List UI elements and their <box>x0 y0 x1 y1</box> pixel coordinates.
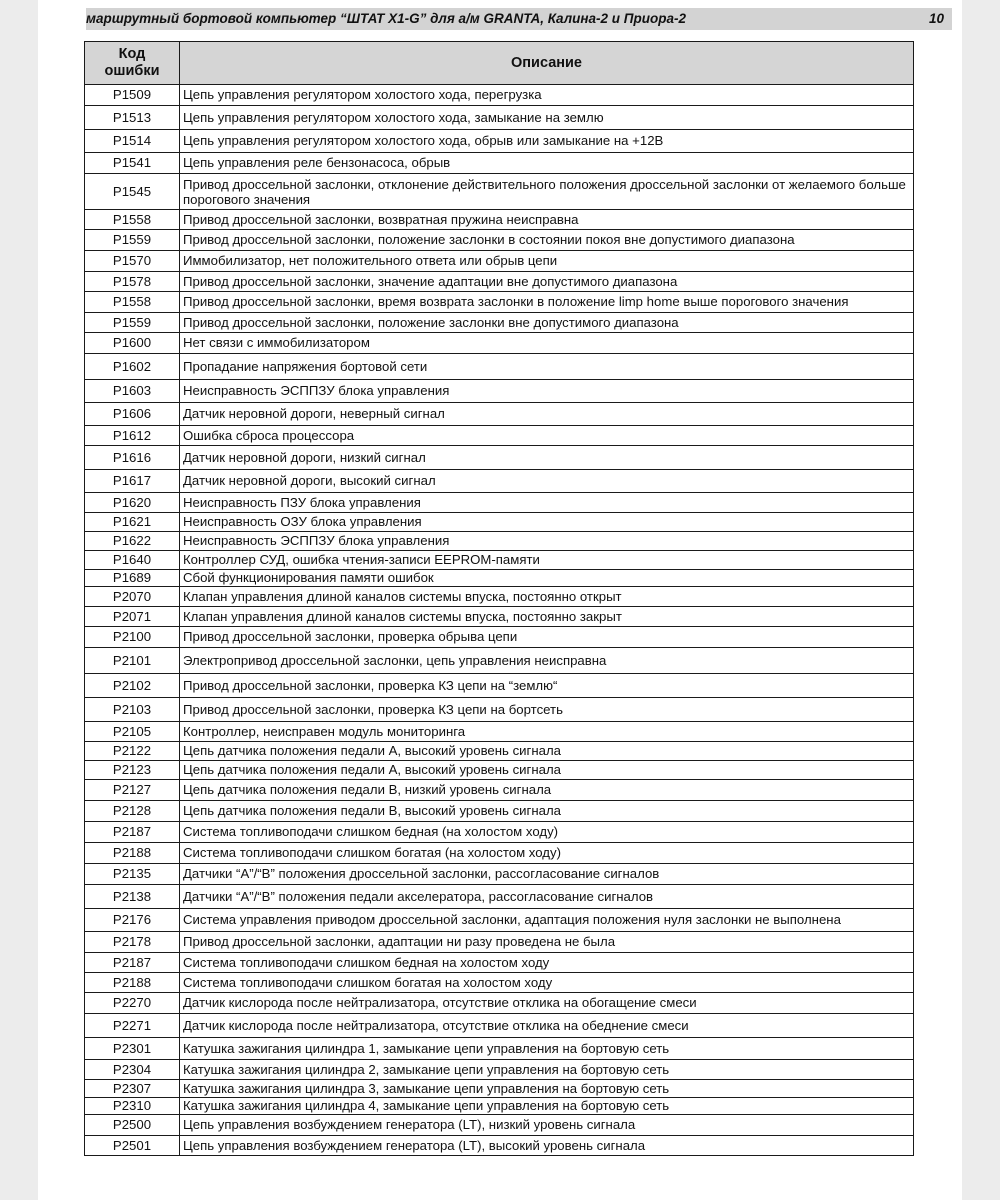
table-row <box>85 885 914 909</box>
error-description: Датчики “А”/“В” положения дроссельной заслонки, рассогласование сигналов <box>180 864 914 885</box>
error-description: Нет связи с иммобилизатором <box>180 333 914 354</box>
error-code: P2138 <box>85 885 180 909</box>
error-description: Сбой функционирования памяти ошибок <box>180 570 914 587</box>
error-description: Привод дроссельной заслонки, возвратная пружина неисправна <box>180 210 914 230</box>
error-description: Привод дроссельной заслонки, отклонение действительного положения дроссельной заслонки от желаемого больше порогового значения <box>180 174 914 210</box>
table-row <box>85 532 914 551</box>
error-code: P2102 <box>85 674 180 698</box>
error-description: Неисправность ЭСППЗУ блока управления <box>180 380 914 403</box>
table-row <box>85 85 914 106</box>
error-description: Цепь управления возбуждением генератора (LT), низкий уровень сигнала <box>180 1115 914 1136</box>
table-row <box>85 1014 914 1038</box>
error-description: Контроллер СУД, ошибка чтения-записи EEPROM-памяти <box>180 551 914 570</box>
error-description: Катушка зажигания цилиндра 4, замыкание цепи управления на бортовую сеть <box>180 1098 914 1115</box>
error-description: Система топливоподачи слишком бедная на холостом ходу <box>180 953 914 973</box>
table-row <box>85 272 914 292</box>
error-codes-table <box>84 41 914 1156</box>
table-row <box>85 674 914 698</box>
error-description: Привод дроссельной заслонки, значение адаптации вне допустимого диапазона <box>180 272 914 292</box>
error-code: P2071 <box>85 607 180 627</box>
error-description: Цепь управления возбуждением генератора (LT), высокий уровень сигнала <box>180 1136 914 1156</box>
error-code: P1622 <box>85 532 180 551</box>
error-code: P1603 <box>85 380 180 403</box>
error-code: P2271 <box>85 1014 180 1038</box>
table-row <box>85 993 914 1014</box>
page-number: 10 <box>928 11 944 26</box>
error-code: P2127 <box>85 780 180 801</box>
table-row <box>85 153 914 174</box>
table-row <box>85 1060 914 1080</box>
table-row <box>85 470 914 493</box>
error-description: Цепь датчика положения педали В, высокий уровень сигнала <box>180 801 914 822</box>
table-row <box>85 864 914 885</box>
table-row <box>85 174 914 210</box>
error-description: Датчики “А”/“В” положения педали акселератора, рассогласование сигналов <box>180 885 914 909</box>
error-code: P1616 <box>85 446 180 470</box>
error-code: P2128 <box>85 801 180 822</box>
table-header-row <box>85 42 914 85</box>
error-code: P2176 <box>85 909 180 932</box>
error-code: P1558 <box>85 292 180 313</box>
table-row <box>85 313 914 333</box>
document-title: маршрутный бортовой компьютер “ШТАТ X1-G” для а/м GRANTA, Калина-2 и Приора-2 <box>86 11 686 26</box>
error-description: Система управления приводом дроссельной заслонки, адаптация положения нуля заслонки не выполнена <box>180 909 914 932</box>
error-description: Цепь датчика положения педали В, низкий уровень сигнала <box>180 780 914 801</box>
error-description: Клапан управления длиной каналов системы впуска, постоянно закрыт <box>180 607 914 627</box>
error-code: P1602 <box>85 354 180 380</box>
error-description: Цепь управления регулятором холостого хода, перегрузка <box>180 85 914 106</box>
column-header-code: Код ошибки <box>85 42 180 85</box>
error-code: P2101 <box>85 648 180 674</box>
error-description: Неисправность ОЗУ блока управления <box>180 513 914 532</box>
table-row <box>85 822 914 843</box>
table-body <box>85 85 914 1156</box>
error-code: P1559 <box>85 313 180 333</box>
table-row <box>85 426 914 446</box>
error-code: P1620 <box>85 493 180 513</box>
error-description: Привод дроссельной заслонки, положение заслонки вне допустимого диапазона <box>180 313 914 333</box>
error-code: P2301 <box>85 1038 180 1060</box>
error-code: P2310 <box>85 1098 180 1115</box>
table-row <box>85 130 914 153</box>
error-code: P2070 <box>85 587 180 607</box>
table-row <box>85 551 914 570</box>
table-row <box>85 587 914 607</box>
error-description: Цепь управления регулятором холостого хода, обрыв или замыкание на +12В <box>180 130 914 153</box>
table-row <box>85 780 914 801</box>
error-description: Цепь управления регулятором холостого хода, замыкание на землю <box>180 106 914 130</box>
error-description: Привод дроссельной заслонки, проверка КЗ цепи на “землю“ <box>180 674 914 698</box>
error-code: P1570 <box>85 251 180 272</box>
error-description: Привод дроссельной заслонки, время возврата заслонки в положение limp home выше порогового значения <box>180 292 914 313</box>
error-description: Привод дроссельной заслонки, положение заслонки в состоянии покоя вне допустимого диапазона <box>180 230 914 251</box>
error-description: Неисправность ПЗУ блока управления <box>180 493 914 513</box>
table-row <box>85 354 914 380</box>
error-description: Катушка зажигания цилиндра 3, замыкание цепи управления на бортовую сеть <box>180 1080 914 1098</box>
table-row <box>85 761 914 780</box>
error-description: Датчик неровной дороги, высокий сигнал <box>180 470 914 493</box>
error-description: Контроллер, неисправен модуль мониторинга <box>180 722 914 742</box>
error-description: Электропривод дроссельной заслонки, цепь управления неисправна <box>180 648 914 674</box>
error-code: P1600 <box>85 333 180 354</box>
table-row <box>85 1136 914 1156</box>
error-description: Пропадание напряжения бортовой сети <box>180 354 914 380</box>
error-code: P1541 <box>85 153 180 174</box>
error-code: P1640 <box>85 551 180 570</box>
error-code: P2187 <box>85 822 180 843</box>
error-code: P2123 <box>85 761 180 780</box>
table-row <box>85 230 914 251</box>
table-row <box>85 932 914 953</box>
error-code: P2103 <box>85 698 180 722</box>
error-description: Система топливоподачи слишком бедная (на холостом ходу) <box>180 822 914 843</box>
table-row <box>85 333 914 354</box>
error-code: P1606 <box>85 403 180 426</box>
error-code: P1513 <box>85 106 180 130</box>
table-row <box>85 403 914 426</box>
error-code: P1509 <box>85 85 180 106</box>
error-code: P2188 <box>85 843 180 864</box>
column-header-description: Описание <box>180 42 914 85</box>
table-row <box>85 1080 914 1098</box>
error-description: Клапан управления длиной каналов системы впуска, постоянно открыт <box>180 587 914 607</box>
table-row <box>85 380 914 403</box>
error-description: Цепь датчика положения педали А, высокий уровень сигнала <box>180 761 914 780</box>
table-row <box>85 953 914 973</box>
error-description: Привод дроссельной заслонки, проверка КЗ цепи на бортсеть <box>180 698 914 722</box>
error-description: Катушка зажигания цилиндра 1, замыкание цепи управления на бортовую сеть <box>180 1038 914 1060</box>
table-row <box>85 627 914 648</box>
table-row <box>85 513 914 532</box>
table-row <box>85 251 914 272</box>
table-row <box>85 722 914 742</box>
error-code: P2500 <box>85 1115 180 1136</box>
error-code: P2501 <box>85 1136 180 1156</box>
table-row <box>85 973 914 993</box>
error-code: P2307 <box>85 1080 180 1098</box>
error-code: P1558 <box>85 210 180 230</box>
error-code: P1621 <box>85 513 180 532</box>
table-row <box>85 292 914 313</box>
error-description: Цепь датчика положения педали А, высокий уровень сигнала <box>180 742 914 761</box>
table-row <box>85 1038 914 1060</box>
error-description: Привод дроссельной заслонки, проверка обрыва цепи <box>180 627 914 648</box>
error-code: P2270 <box>85 993 180 1014</box>
error-code: P1545 <box>85 174 180 210</box>
error-code: P2188 <box>85 973 180 993</box>
error-code: P1578 <box>85 272 180 292</box>
error-code: P2105 <box>85 722 180 742</box>
error-description: Привод дроссельной заслонки, адаптации ни разу проведена не была <box>180 932 914 953</box>
error-description: Неисправность ЭСППЗУ блока управления <box>180 532 914 551</box>
table-row <box>85 843 914 864</box>
table-row <box>85 742 914 761</box>
error-description: Иммобилизатор, нет положительного ответа или обрыв цепи <box>180 251 914 272</box>
table-row <box>85 570 914 587</box>
page-header <box>86 8 952 30</box>
error-code: P1617 <box>85 470 180 493</box>
error-description: Ошибка сброса процессора <box>180 426 914 446</box>
table-row <box>85 210 914 230</box>
error-description: Цепь управления реле бензонасоса, обрыв <box>180 153 914 174</box>
error-code: P1612 <box>85 426 180 446</box>
table-row <box>85 698 914 722</box>
error-code: P2100 <box>85 627 180 648</box>
error-code: P2122 <box>85 742 180 761</box>
error-code: P2187 <box>85 953 180 973</box>
error-code: P2304 <box>85 1060 180 1080</box>
table-row <box>85 446 914 470</box>
table-row <box>85 801 914 822</box>
error-description: Катушка зажигания цилиндра 2, замыкание цепи управления на бортовую сеть <box>180 1060 914 1080</box>
error-description: Система топливоподачи слишком богатая на холостом ходу <box>180 973 914 993</box>
table-row <box>85 106 914 130</box>
error-description: Датчик неровной дороги, неверный сигнал <box>180 403 914 426</box>
error-description: Датчик кислорода после нейтрализатора, отсутствие отклика на обогащение смеси <box>180 993 914 1014</box>
table-row <box>85 493 914 513</box>
table-row <box>85 1098 914 1115</box>
error-code: P2135 <box>85 864 180 885</box>
error-description: Система топливоподачи слишком богатая (на холостом ходу) <box>180 843 914 864</box>
error-code: P2178 <box>85 932 180 953</box>
table-row <box>85 1115 914 1136</box>
error-code: P1689 <box>85 570 180 587</box>
table-row <box>85 607 914 627</box>
table-row <box>85 909 914 932</box>
document-page <box>38 0 962 1200</box>
error-description: Датчик кислорода после нейтрализатора, отсутствие отклика на обеднение смеси <box>180 1014 914 1038</box>
error-code: P1559 <box>85 230 180 251</box>
error-code: P1514 <box>85 130 180 153</box>
table-row <box>85 648 914 674</box>
error-description: Датчик неровной дороги, низкий сигнал <box>180 446 914 470</box>
